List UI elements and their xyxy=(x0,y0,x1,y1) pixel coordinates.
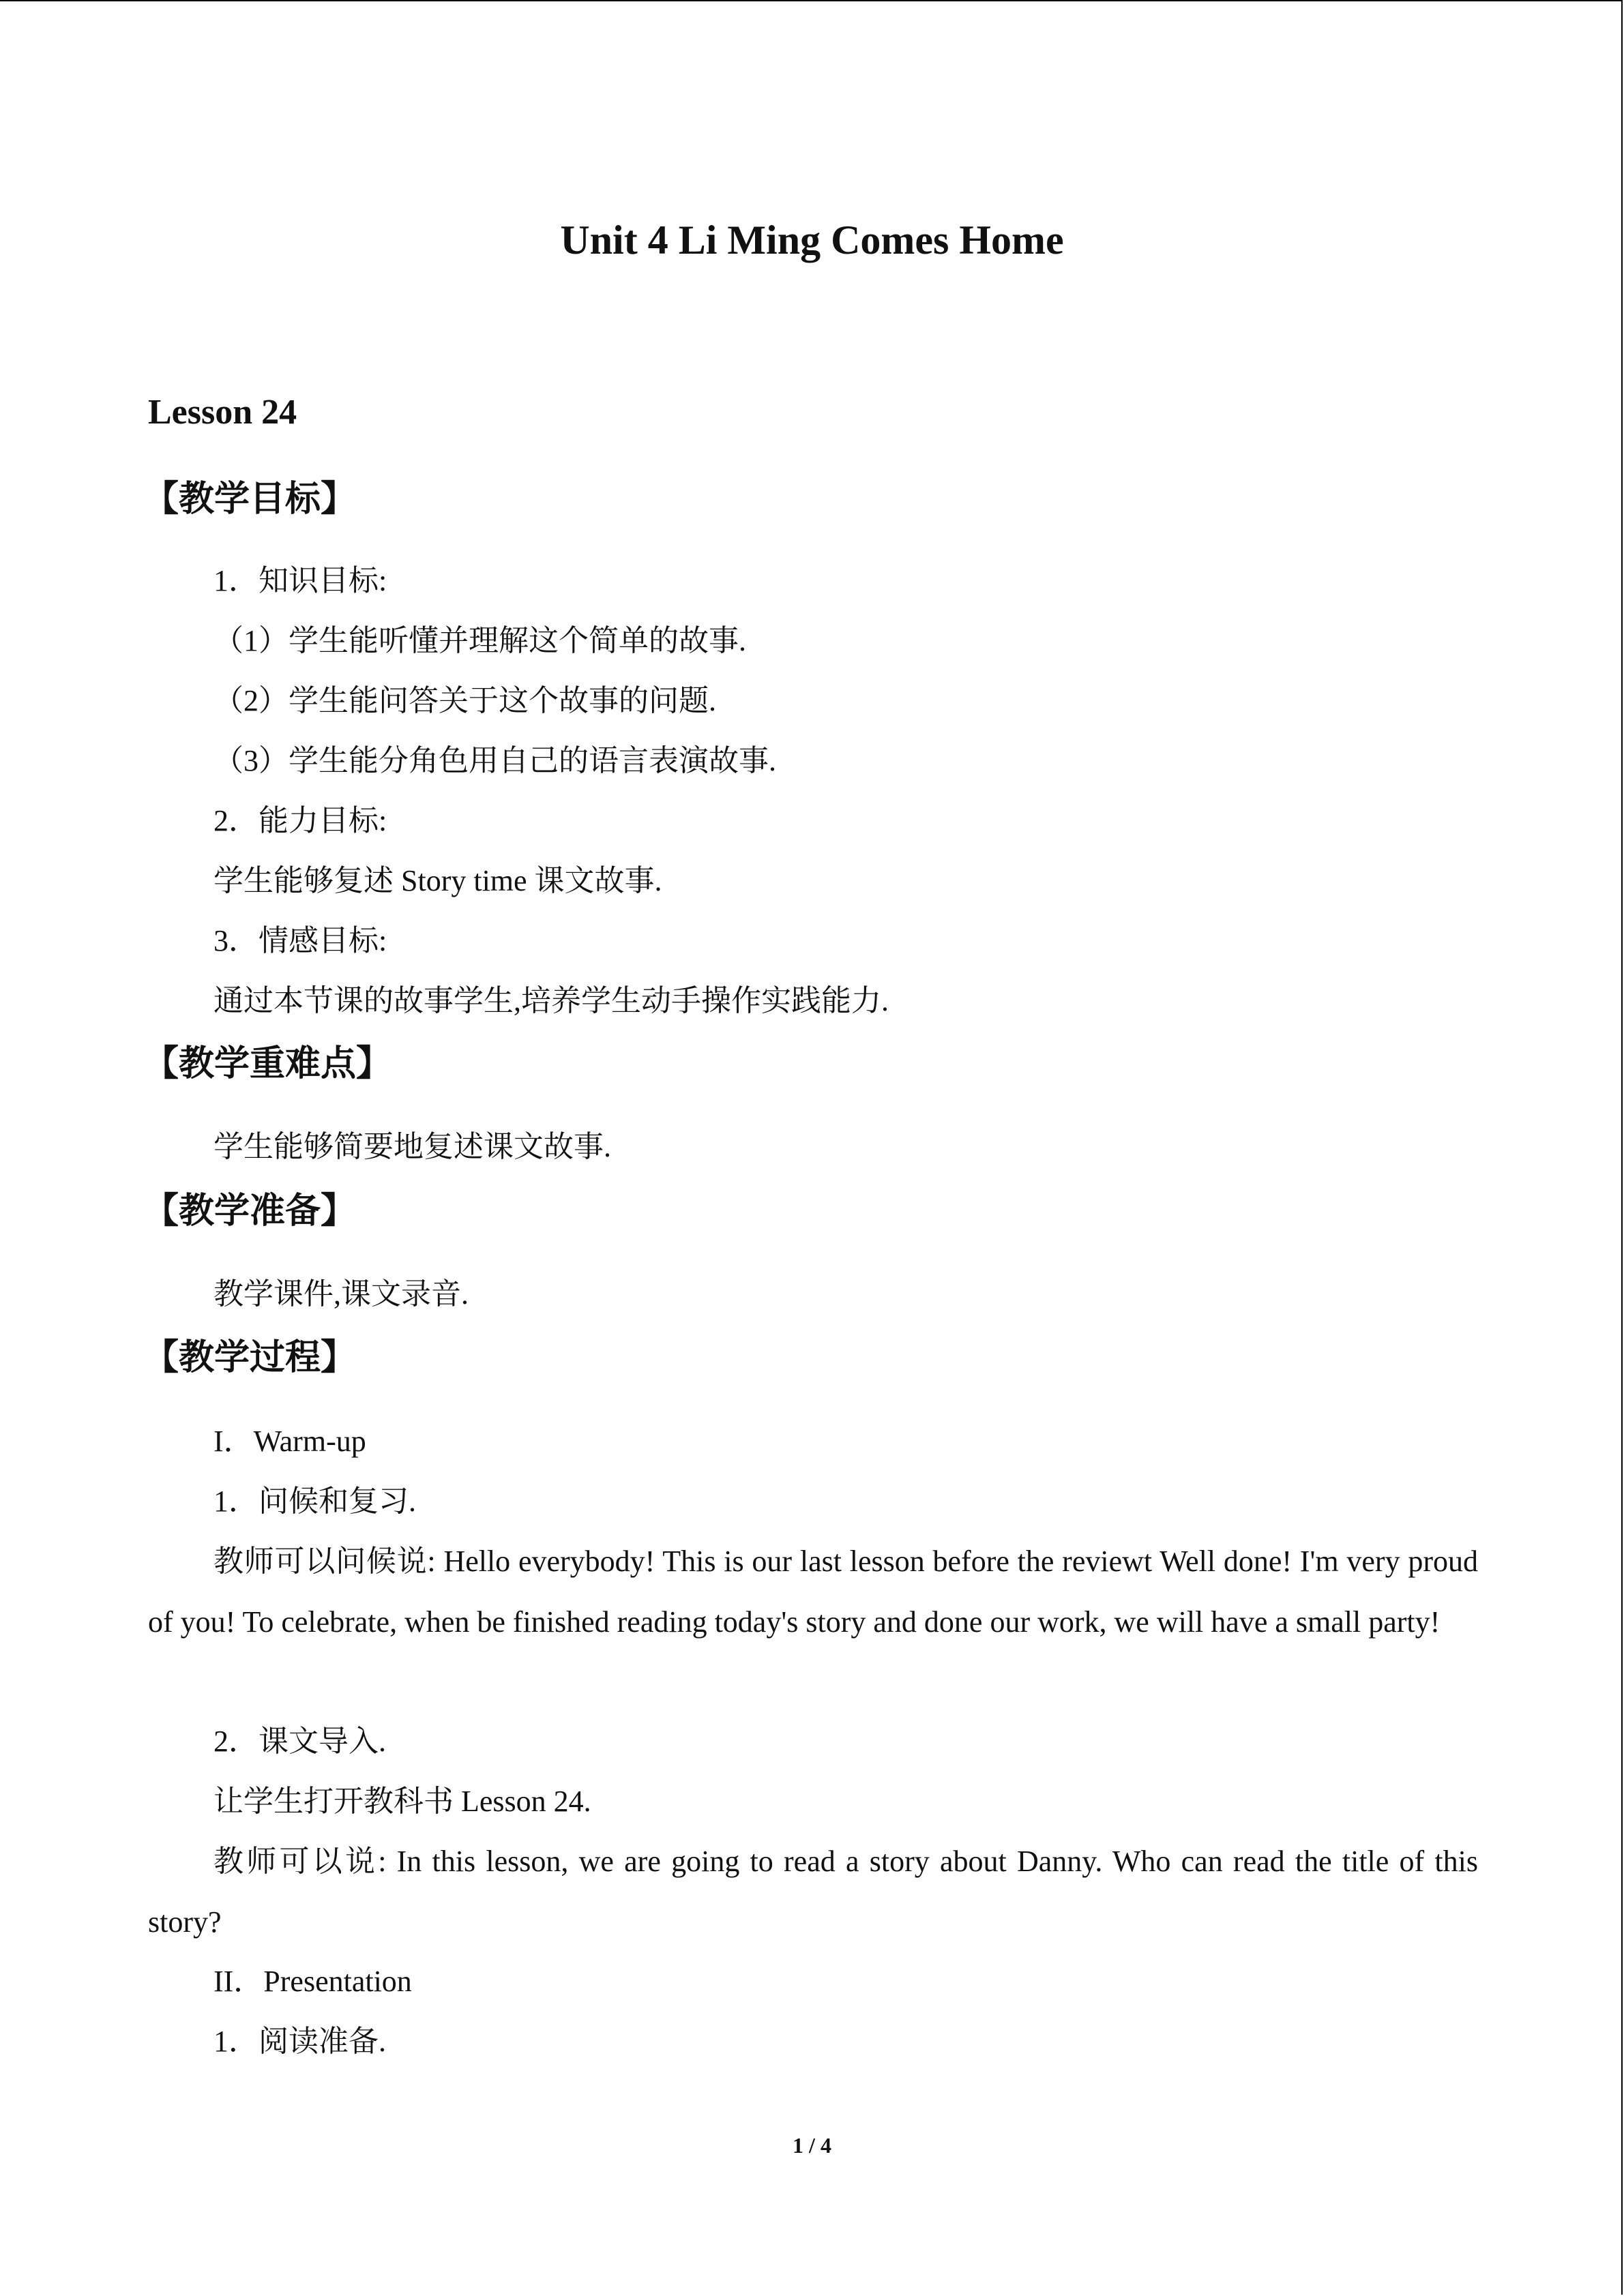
knowledge-goal-item-2: （2）学生能问答关于这个故事的问题. xyxy=(213,684,716,717)
lesson-label: Lesson 24 xyxy=(148,393,297,432)
open-textbook-text: 让学生打开教科书 Lesson 24. xyxy=(213,1785,591,1818)
heading-preparation: 【教学准备】 xyxy=(143,1191,357,1232)
emotion-goal-label: 3．情感目标: xyxy=(213,924,387,957)
heading-key-points: 【教学重难点】 xyxy=(143,1043,392,1084)
heading-process: 【教学过程】 xyxy=(143,1337,357,1378)
page-number: 1 / 4 xyxy=(793,2133,831,2158)
ability-goal-text: 学生能够复述 Story time 课文故事. xyxy=(213,864,662,897)
step-reading-prep: 1．阅读准备. xyxy=(213,2025,386,2058)
preparation-text: 教学课件,课文录音. xyxy=(213,1277,469,1311)
step-greeting-review: 1．问候和复习. xyxy=(213,1485,416,1518)
key-points-text: 学生能够简要地复述课文故事. xyxy=(213,1130,611,1163)
knowledge-goal-item-3: （3）学生能分角色用自己的语言表演故事. xyxy=(213,744,776,777)
ability-goal-label: 2．能力目标: xyxy=(213,804,387,837)
greeting-paragraph: 教师可以问候说: Hello everybody! This is our last lesson before the reviewt Well done! I'm very proud of you! To celebrate, when be finished reading today's story and done our work, we will have a small party! xyxy=(148,1545,1478,1639)
knowledge-goal-label: 1．知识目标: xyxy=(213,564,387,597)
heading-teaching-goals: 【教学目标】 xyxy=(143,479,357,520)
document-title: Unit 4 Li Ming Comes Home xyxy=(560,218,1064,263)
step-presentation: II．Presentation xyxy=(213,1965,412,1998)
lesson-intro-paragraph: 教师可以说: In this lesson, we are going to read a story about Danny. Who can read the title of this story? xyxy=(148,1845,1478,1939)
step-lesson-intro: 2．课文导入. xyxy=(213,1725,386,1758)
knowledge-goal-item-1: （1）学生能听懂并理解这个简单的故事. xyxy=(213,624,746,657)
emotion-goal-text: 通过本节课的故事学生,培养学生动手操作实践能力. xyxy=(213,984,889,1017)
step-warm-up: I．Warm-up xyxy=(213,1425,366,1458)
